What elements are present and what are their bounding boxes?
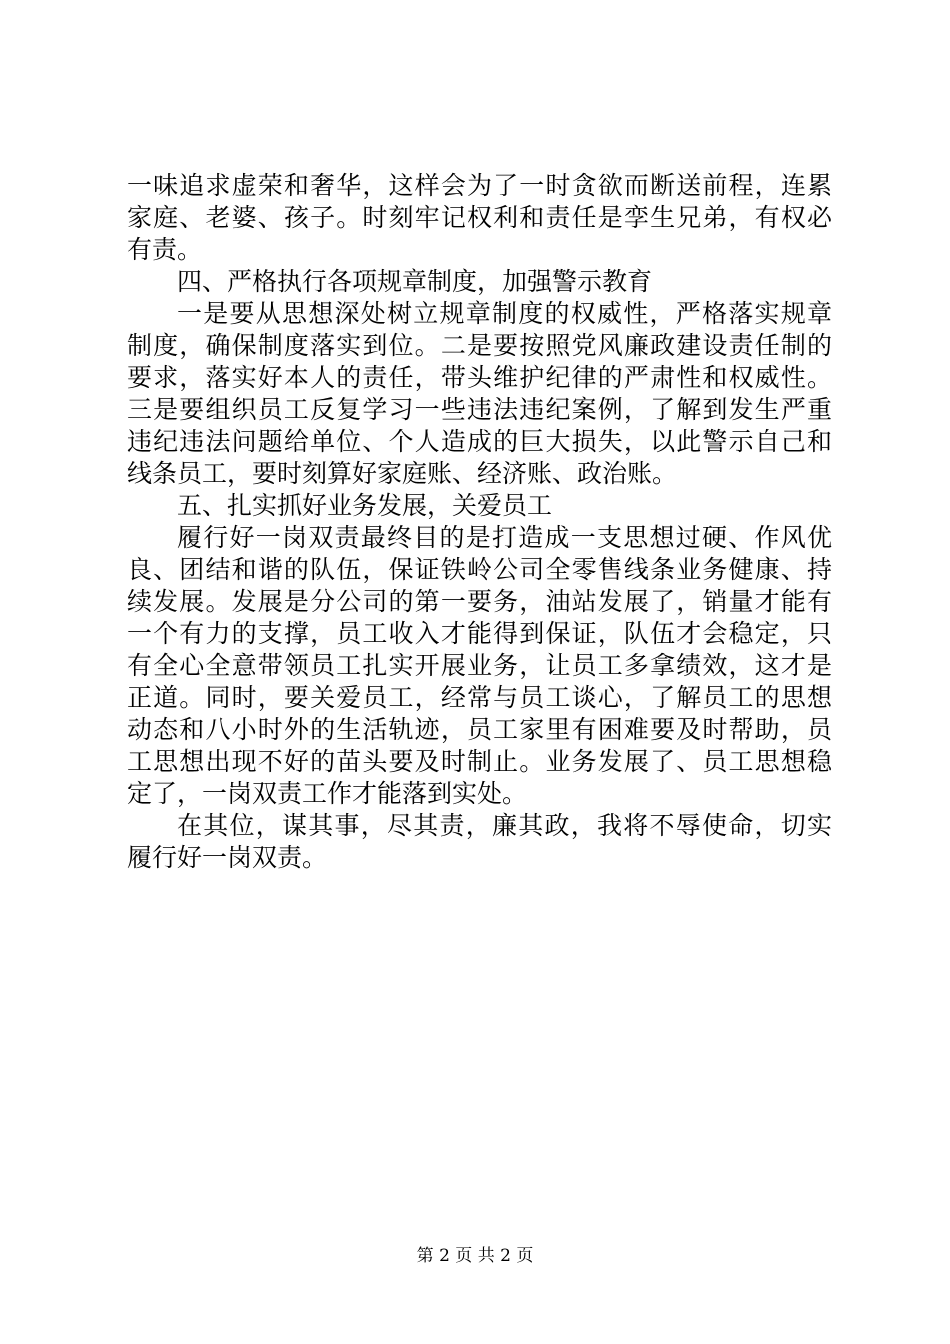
text-line: 工思想出现不好的苗头要及时制止。业务发展了、员工思想稳 <box>127 747 832 776</box>
text-line: 有全心全意带领员工扎实开展业务，让员工多拿绩效，这才是 <box>127 651 832 680</box>
text-line: 三是要组织员工反复学习一些违法违纪案例，了解到发生严重 <box>127 395 832 424</box>
text-line: 履行好一岗双责最终目的是打造成一支思想过硬、作风优 <box>177 523 832 552</box>
text-line: 正道。同时，要关爱员工，经常与员工谈心，了解员工的思想 <box>127 683 832 712</box>
text-line: 在其位，谋其事，尽其责，廉其政，我将不辱使命，切实 <box>177 811 832 840</box>
text-line: 违纪违法问题给单位、个人造成的巨大损失，以此警示自己和 <box>127 427 832 456</box>
text-line: 良、团结和谐的队伍，保证铁岭公司全零售线条业务健康、持 <box>127 555 832 584</box>
text-line: 家庭、老婆、孩子。时刻牢记权利和责任是孪生兄弟，有权必 <box>127 203 832 232</box>
text-line: 一个有力的支撑，员工收入才能得到保证，队伍才会稳定，只 <box>127 619 832 648</box>
page-footer: 第 2 页 共 2 页 <box>416 1246 534 1266</box>
text-line: 制度，确保制度落实到位。二是要按照党风廉政建设责任制的 <box>127 331 832 360</box>
text-line: 五、扎实抓好业务发展，关爱员工 <box>177 491 553 520</box>
text-line: 动态和八小时外的生活轨迹，员工家里有困难要及时帮助，员 <box>127 715 832 744</box>
text-line: 一味追求虚荣和奢华，这样会为了一时贪欲而断送前程，连累 <box>127 171 832 200</box>
text-line: 履行好一岗双责。 <box>127 843 328 872</box>
text-line: 一是要从思想深处树立规章制度的权威性，严格落实规章 <box>177 299 832 328</box>
text-line: 续发展。发展是分公司的第一要务，油站发展了，销量才能有 <box>127 587 832 616</box>
document-body <box>127 170 832 874</box>
text-line: 有责。 <box>127 235 203 264</box>
text-line: 四、严格执行各项规章制度，加强警示教育 <box>177 267 653 296</box>
text-line: 定了，一岗双责工作才能落到实处。 <box>127 779 528 808</box>
text-line: 线条员工，要时刻算好家庭账、经济账、政治账。 <box>127 459 678 488</box>
text-line: 要求，落实好本人的责任，带头维护纪律的严肃性和权威性。 <box>127 363 832 392</box>
